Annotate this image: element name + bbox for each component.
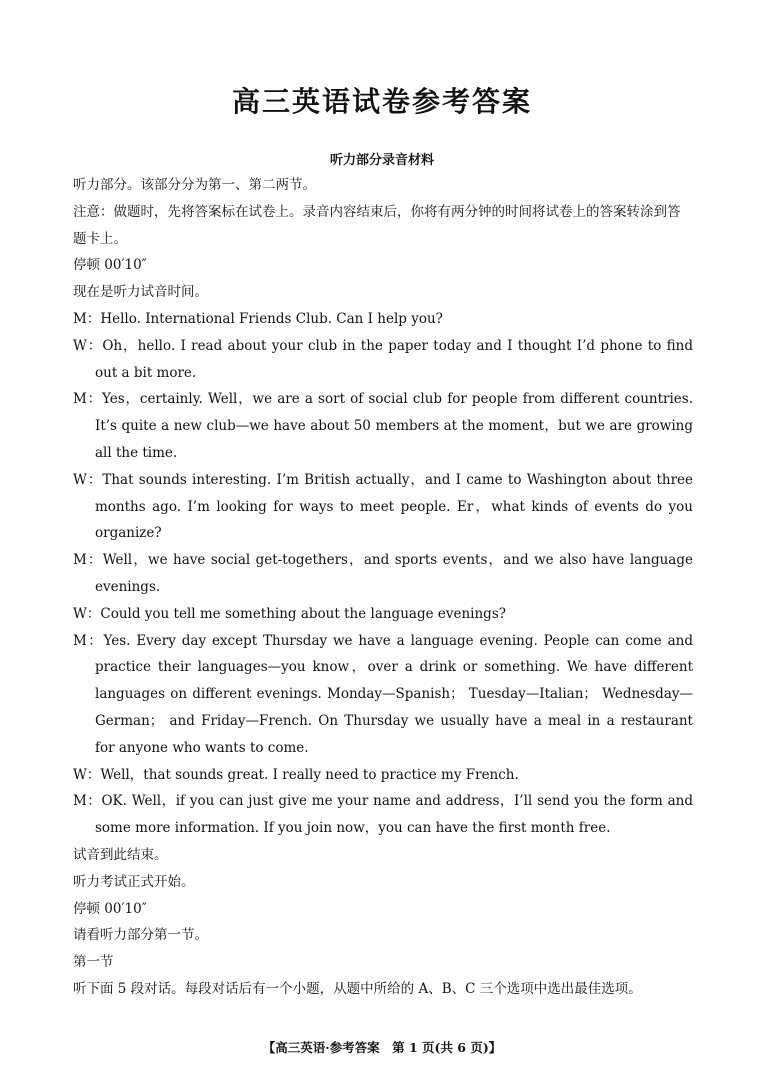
outro-line: 试音到此结束。	[73, 846, 168, 863]
section-subtitle: 听力部分录音材料	[329, 153, 434, 168]
dialogue-line: M：Yes. Every day except Thursday we have a language evening. People can come and practice their languages—you know，over a drink or something. We have different languages on different evenings. Monday—Spanish； Tuesday—Italian； Wednesday—German； and Friday—French. On Thursday we usually have a meal in a restaurant for anyone who wants to come.	[73, 632, 693, 756]
dialogue-line: M：OK. Well，if you can just give me your name and address，I’ll send you the form and some more information. If you join now，you can have the first month free.	[73, 793, 694, 837]
dialogue-line: W：That sounds interesting. I’m British actually，and I came to Washington about three months ago. I’m looking for ways to meet people. Er，what kinds of events do you organize?	[73, 471, 694, 542]
intro-line: 现在是听力试音时间。	[73, 284, 208, 301]
speaker-label: W	[73, 766, 87, 783]
speaker-label: M	[73, 793, 87, 810]
outro-line: 停顿 00′10″	[73, 900, 147, 917]
dialogue-line: M：Hello. International Friends Club. Can I help you?	[73, 310, 443, 327]
dialogue-text: Well，we have social get-togethers，and sports events，and we also have language evenings.	[95, 552, 693, 595]
intro-line: 听力部分。该部分分为第一、第二两节。	[73, 177, 316, 193]
dialogue-text: Hello. International Friends Club. Can I help you?	[100, 310, 443, 327]
speaker-label: M	[73, 632, 87, 649]
page-title: 高三英语试卷参考答案	[231, 85, 532, 118]
page-footer: 【高三英语·参考答案 第 1 页(共 6 页)】	[262, 1040, 502, 1055]
transcript-body	[73, 172, 693, 1003]
speaker-label: M	[73, 310, 87, 327]
intro-line: 注意：做题时，先将答案标在试卷上。录音内容结束后，你将有两分钟的时间将试卷上的答案转涂到答题卡上。	[73, 203, 681, 247]
intro-line: 停顿 00′10″	[73, 257, 147, 274]
dialogue-text: Well，that sounds great. I really need to practice my French.	[100, 766, 519, 783]
dialogue-line: W：Could you tell me something about the language evenings?	[73, 605, 506, 622]
speaker-label: M	[73, 552, 87, 569]
dialogue-line: W：Oh，hello. I read about your club in the paper today and I thought I’d phone to find out a bit more.	[73, 337, 693, 381]
dialogue-text: Yes，certainly. Well，we are a sort of social club for people from different countries. It’s quite a new club—we have about 50 members at the moment，but we are growing all the time.	[95, 391, 694, 461]
outro-line: 听力考试正式开始。	[73, 873, 195, 890]
speaker-label: W	[73, 605, 87, 622]
instruction-line: 听下面 5 段对话。每段对话后有一个小题，从题中所给的 A、B、C 三个选项中选出最佳选项。	[73, 980, 642, 997]
dialogue-line: W：Well，that sounds great. I really need to practice my French.	[73, 766, 519, 783]
dialogue-text: That sounds interesting. I’m British actually，and I came to Washington about three months ago. I’m looking for ways to meet people. Er，what kinds of events do you organize?	[95, 471, 694, 542]
dialogue-line: M：Yes，certainly. Well，we are a sort of social club for people from different countries. It’s quite a new club—we have about 50 members at the moment，but we are growing all the time.	[73, 391, 694, 461]
dialogue-line: M：Well，we have social get-togethers，and sports events，and we also have language evenings.	[73, 552, 693, 595]
section-heading: 第一节	[73, 954, 114, 971]
dialogue-text: Oh，hello. I read about your club in the paper today and I thought I’d phone to find out a bit more.	[95, 337, 693, 381]
outro-line: 请看听力部分第一节。	[73, 927, 208, 944]
speaker-label: M	[73, 391, 87, 408]
speaker-label: W	[73, 337, 87, 354]
dialogue-text: Could you tell me something about the language evenings?	[100, 605, 506, 622]
dialogue-text: Yes. Every day except Thursday we have a language evening. People can come and practice their languages—you know，over a drink or something. We have different languages on different evenings. Monday—Spanish； Tuesday—Italian； Wednesday—German； and Friday—French. On Thursday we usually have a meal in a restaurant for anyone who wants to come.	[95, 632, 693, 756]
dialogue-text: OK. Well，if you can just give me your name and address，I’ll send you the form and some more information. If you join now，you can have the first month free.	[95, 793, 694, 837]
speaker-label: W	[73, 471, 87, 488]
